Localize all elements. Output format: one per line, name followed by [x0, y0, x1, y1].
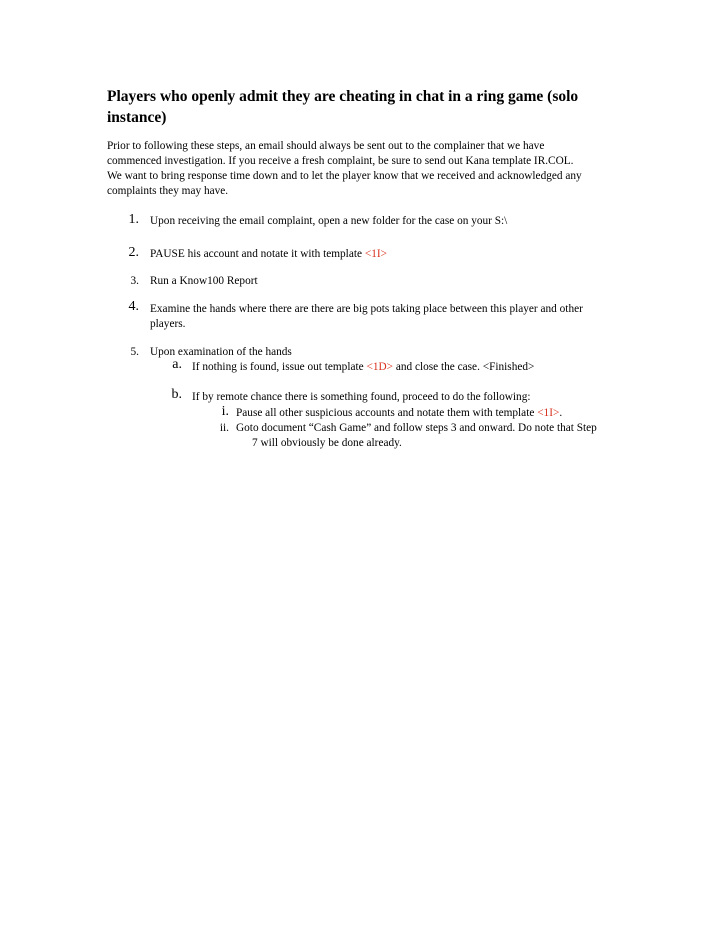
step-letter: b.: [171, 387, 182, 402]
step-roman: i.: [221, 404, 229, 419]
step-number: 5.: [130, 346, 139, 358]
intro-line: commenced investigation. If you receive a fresh complaint, be sure to send out Kana template IR.COL.: [107, 155, 574, 167]
step-text-main: If nothing is found, issue out template: [192, 361, 367, 373]
step-text-line: Examine the hands where there are there are big pots taking place between this player and other: [150, 303, 583, 315]
template-reference: <1I>: [537, 407, 560, 419]
step-text-main: PAUSE his account and notate it with template: [150, 248, 365, 260]
step-text-line: 7 will obviously be done already.: [252, 437, 402, 449]
step-number: 2.: [128, 245, 139, 260]
step-text-main: Pause all other suspicious accounts and notate them with template: [236, 407, 538, 419]
step-text: Run a Know100 Report: [150, 275, 258, 287]
intro-line: We want to bring response time down and to let the player know that we received and acknowledged any: [107, 170, 582, 182]
step-number: 3.: [130, 275, 139, 287]
step-text: If by remote chance there is something found, proceed to do the following:: [192, 391, 531, 403]
intro-line: Prior to following these steps, an email should always be sent out to the complainer that we have: [107, 140, 545, 152]
template-reference: <1D>: [366, 361, 394, 373]
intro-paragraph: [107, 139, 627, 199]
step-number: 4.: [128, 299, 139, 314]
step-text: [236, 406, 562, 421]
template-reference: <1I>: [364, 248, 387, 260]
step-text-tail: and close the case. <Finished>: [393, 361, 535, 373]
step-text-line: Goto document “Cash Game” and follow steps 3 and onward. Do note that Step: [236, 422, 597, 434]
page-title: Players who openly admit they are cheating in chat in a ring game (solo instance): [107, 88, 579, 126]
step-text: Upon examination of the hands: [150, 346, 292, 358]
step-text: Upon receiving the email complaint, open a new folder for the case on your S:\: [150, 215, 508, 227]
step-text-tail: .: [559, 407, 563, 419]
step-number: 1.: [128, 212, 139, 227]
step-letter: a.: [172, 357, 182, 372]
step-text: [150, 247, 387, 262]
step-text: [192, 360, 534, 375]
step-text-line: players.: [150, 318, 186, 330]
intro-line: complaints they may have.: [107, 185, 229, 197]
step-roman: ii.: [219, 422, 229, 434]
